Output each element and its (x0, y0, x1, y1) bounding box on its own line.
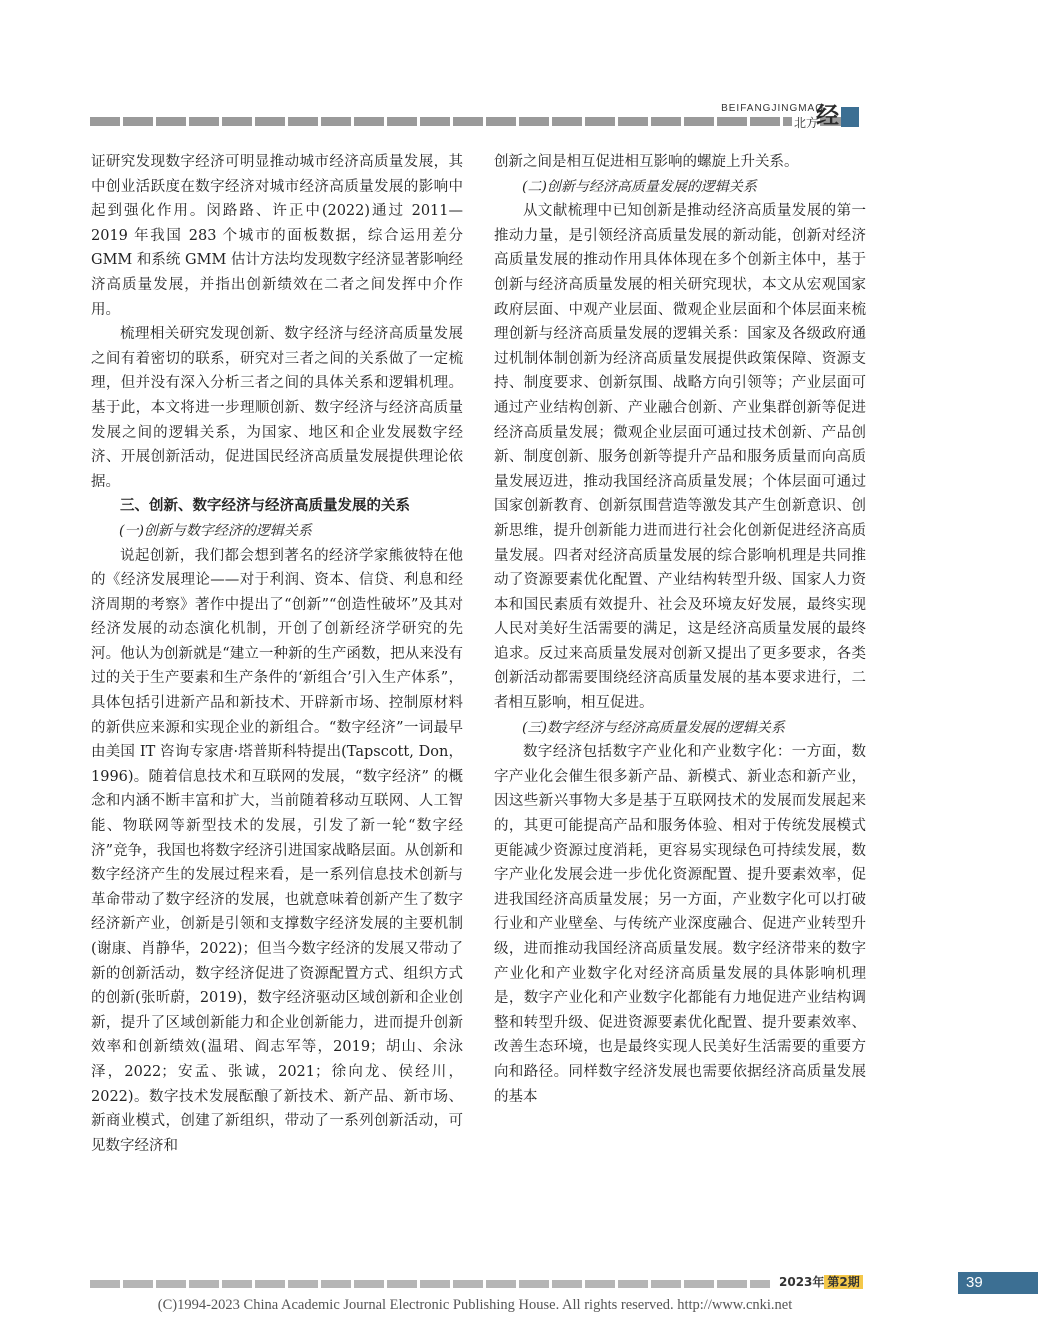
issue-year: 2023年 (779, 1275, 825, 1289)
page-number: 39 (958, 1272, 1038, 1294)
paragraph: 从文献梳理中已知创新是推动经济高质量发展的第一推动力量，是引领经济高质量发展的新动能，创新对经济高质量发展的推动作用具体体现在多个创新主体中，基于创新与经济高质量发展的相关研究现状，本文从宏观国家政府层面、中观产业层面、微观企业层面和个体层面来梳理创新与经济高质量发展的逻辑关系：国家及各级政府通过机制体制创新为经济高质量发展提供政策保障、资源支持、制度要求、创新氛围、战略方向引领等；产业层面可通过产业结构创新、产业融合创新、产业集群创新等促进经济高质量发展；微观企业层面可通过技术创新、产品创新、制度创新、服务创新等提升产品和服务质量而向高质量发展迈进，推动我国经济高质量发展；个体层面可通过国家创新教育、创新氛围营造等激发其产生创新意识、创新思维，提升创新能力进而进行社会化创新促进经济高质量发展。四者对经济高质量发展的综合影响机理是共同推动了资源要素优化配置、产业结构转型升级、国家人力资本和国民素质有效提升、社会及环境友好发展，最终实现人民对美好生活需要的满足，这是经济高质量发展的最终追求。反过来高质量发展对创新又提出了更多要求，各类创新活动都需要围绕经济高质量发展的基本要求进行，二者相互影响，相互促进。 (494, 203, 866, 712)
journal-name-en: BEIFANGJINGMAO (721, 103, 824, 114)
left-column (91, 150, 463, 1158)
issue-number: 第2期 (824, 1275, 862, 1289)
paragraph: 说起创新，我们都会想到著名的经济学家熊彼特在他的《经济发展理论——对于利润、资本、信贷、利息和经济周期的考察》著作中提出了“创新”“创造性破坏”及其对经济发展的动态演化机制，开创了创新经济学研究的先河。他认为创新就是“建立一种新的生产函数，把从来没有过的关于生产要素和生产条件的‘新组合’引入生产体系”，具体包括引进新产品和新技术、开辟新市场、控制原材料的新供应来源和实现企业的新组合。“数字经济”一词最早由美国 IT 咨询专家唐·塔普斯科特提出(Tapscott, Don，1996)。随着信息技术和互联网的发展，“数字经济” 的概念和内涵不断丰富和扩大，当前随着移动互联网、人工智能、物联网等新型技术的发展，引发了新一轮“数字经济”竞争，我国也将数字经济引进国家战略层面。从创新和数字经济产生的发展过程来看，是一系列信息技术创新与革命带动了数字经济的发展，也就意味着创新产生了数字经济新产业，创新是引领和支撑数字经济发展的主要机制(谢康、肖静华，2022)；但当今数字经济的发展又带动了新的创新活动，数字经济促进了资源配置方式、组织方式的创新(张昕蔚，2019)，数字经济驱动区域创新和企业创新，提升了区域创新能力和企业创新能力，进而提升创新效率和创新绩效(温珺、阎志军等，2019；胡山、余泳泽，2022；安孟、张诚，2021；徐向龙、侯经川，2022)。数字技术发展酝酿了新技术、新产品、新市场、新商业模式，创建了新组织，带动了一系列创新活动，可见数字经济和 (91, 547, 463, 1154)
copyright-line: (C)1994-2023 China Academic Journal Electronic Publishing House. All rights reserved. http://www.cnki.net (157, 1297, 793, 1313)
paragraph: 梳理相关研究发现创新、数字经济与经济高质量发展之间有着密切的联系，研究对三者之间的关系做了一定梳理，但并没有深入分析三者之间的具体关系和逻辑机理。基于此，本文将进一步理顺创新、数字经济与经济高质量发展之间的逻辑关系，为国家、地区和企业发展数字经济、开展创新活动，促进国民经济高质量发展提供理论依据。 (91, 326, 463, 490)
journal-logo-char: 经 (816, 103, 839, 129)
paragraph: 创新之间是相互促进相互影响的螺旋上升关系。 (494, 154, 799, 170)
header-rule (90, 117, 842, 126)
subsection-heading: (二)创新与经济高质量发展的逻辑关系 (522, 178, 757, 195)
issue-label (773, 1272, 869, 1293)
subsection-heading: (三)数字经济与经济高质量发展的逻辑关系 (522, 719, 785, 736)
right-column (494, 150, 866, 1109)
paragraph: 数字经济包括数字产业化和产业数字化：一方面，数字产业化会催生很多新产品、新模式、新业态和新产业，因这些新兴事物大多是基于互联网技术的发展而发展起来的，其更可能提高产品和服务体验、相对于传统发展模式更能减少资源过度消耗，更容易实现绿色可持续发展，数字产业化发展会进一步优化资源配置、提升要素效率，促进我国经济高质量发展；另一方面，产业数字化可以打破行业和产业壁垒、与传统产业深度融合、促进产业转型升级，进而推动我国经济高质量发展。数字经济带来的数字产业化和产业数字化对经济高质量发展的具体影响机理是，数字产业化和产业数字化都能有力地促进产业结构调整和转型升级、促进资源要素优化配置、提升要素效率、改善生态环境，也是最终实现人民美好生活需要的重要方向和路径。同样数字经济发展也需要依据经济高质量发展的基本 (494, 744, 866, 1105)
paragraph: 证研究发现数字经济可明显推动城市经济高质量发展，其中创业活跃度在数字经济对城市经济高质量发展的影响中起到强化作用。闵路路、许正中(2022)通过 2011—2019 年我国 283 个城市的面板数据，综合运用差分 GMM 和系统 GMM 估计方法均发现数字经济显著影响经济高质量发展，并指出创新绩效在二者之间发挥中介作用。 (91, 154, 463, 318)
journal-name-cn: 北方 (793, 116, 818, 130)
footer-rule (90, 1280, 770, 1288)
journal-logo-block (841, 107, 859, 127)
page-footer (90, 1272, 983, 1294)
subsection-heading: (一)创新与数字经济的逻辑关系 (119, 522, 312, 539)
section-heading: 三、创新、数字经济与经济高质量发展的关系 (120, 498, 410, 515)
